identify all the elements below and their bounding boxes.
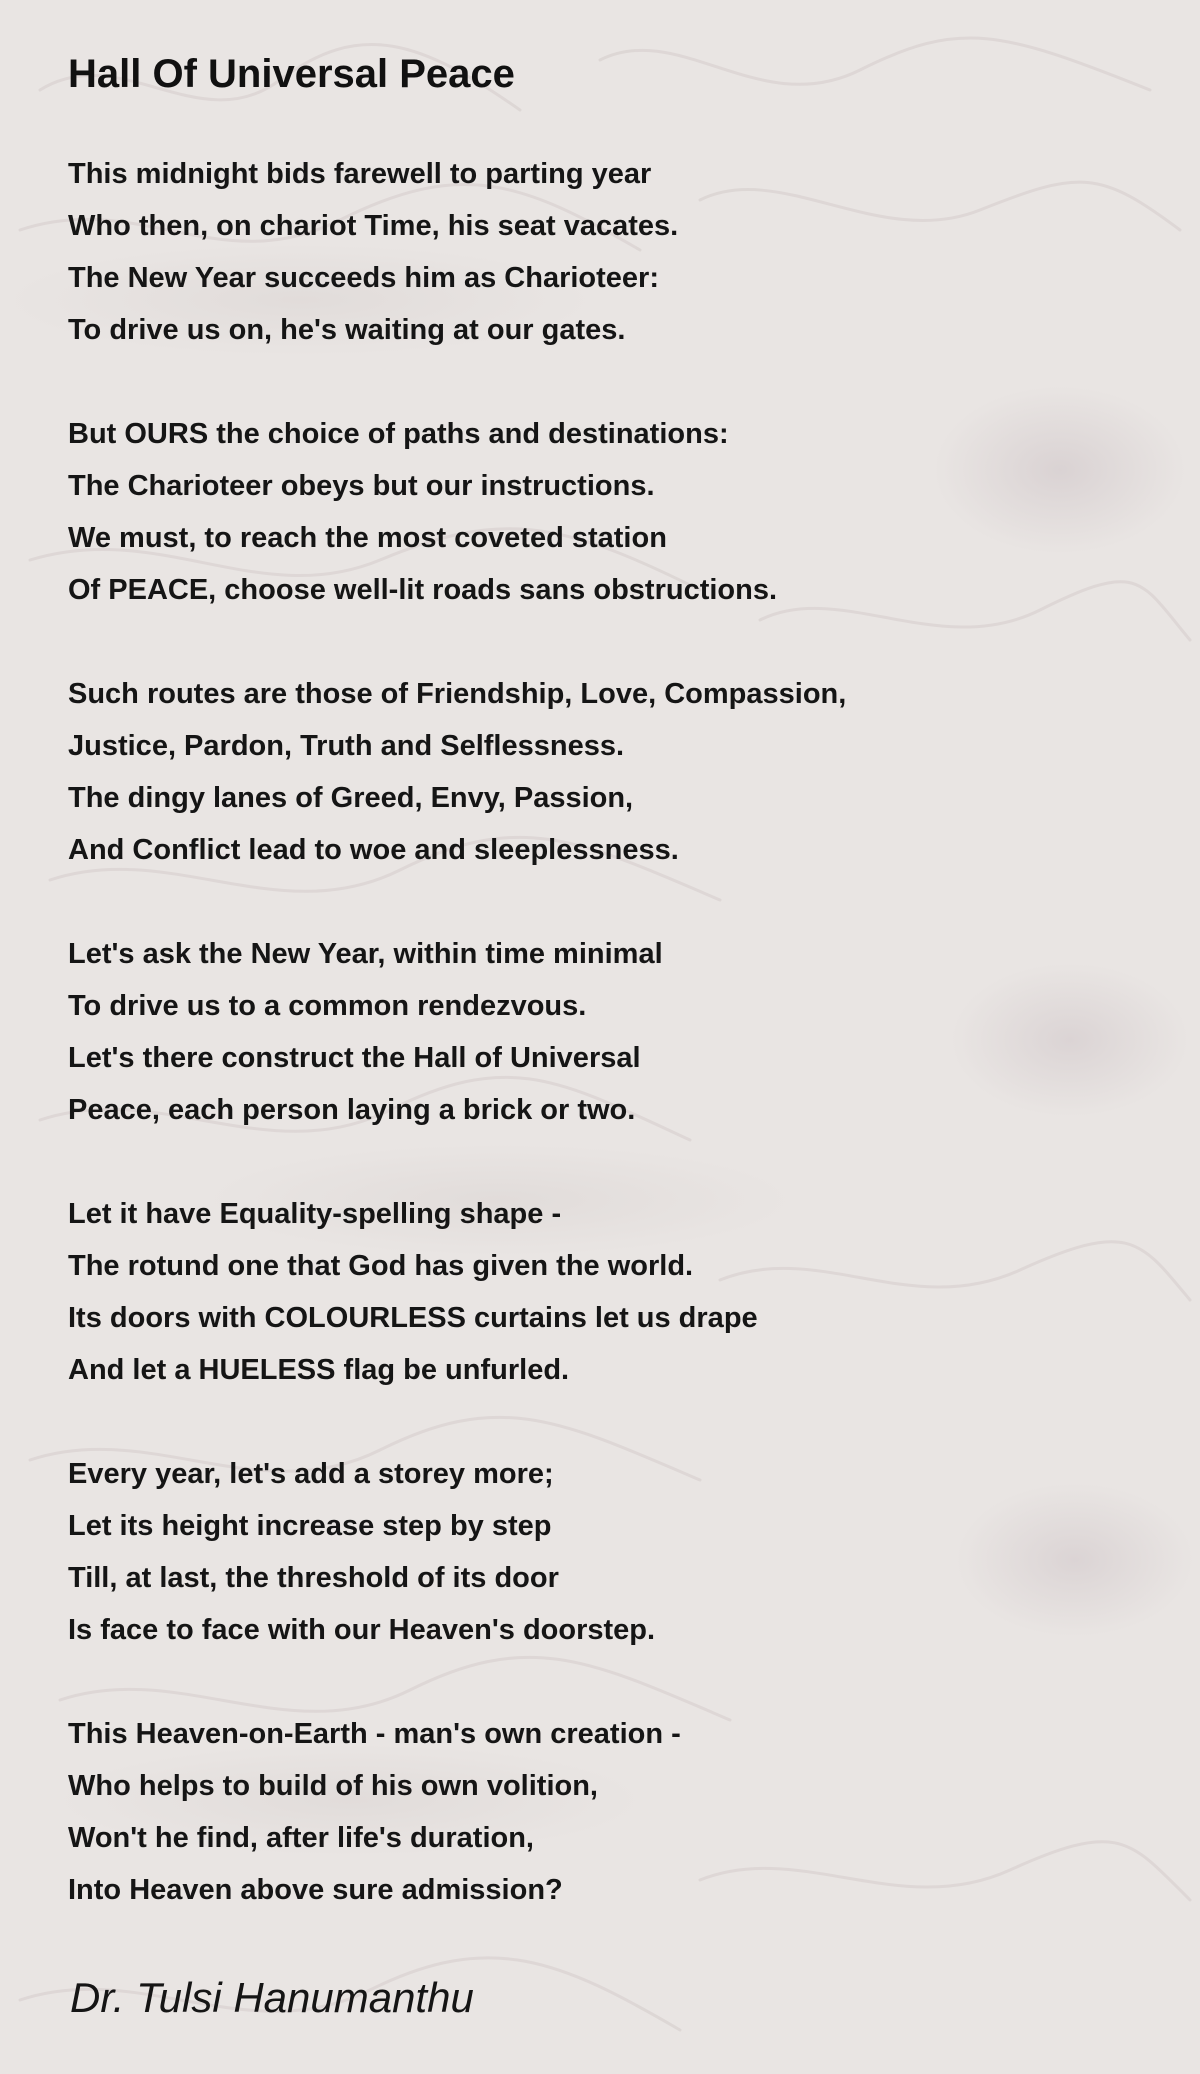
poem-line: Won't he find, after life's duration, [68, 1822, 534, 1854]
poem-title: Hall Of Universal Peace [68, 52, 515, 96]
poem-line: Peace, each person laying a brick or two. [68, 1094, 636, 1126]
poem-line: The dingy lanes of Greed, Envy, Passion, [68, 782, 634, 814]
poem-line: Is face to face with our Heaven's doorstep. [68, 1614, 656, 1646]
poem-line: Till, at last, the threshold of its door [68, 1562, 559, 1594]
poem-line: Let its height increase step by step [68, 1510, 552, 1542]
poem-body [68, 148, 1128, 1916]
poem-line: The rotund one that God has given the world. [68, 1250, 694, 1282]
poem-line: Such routes are those of Friendship, Love, Compassion, [68, 678, 847, 710]
poem-author: Dr. Tulsi Hanumanthu [70, 1974, 474, 2021]
stanza-1 [68, 148, 1128, 356]
poem-line: And Conflict lead to woe and sleeplessness. [68, 834, 679, 866]
poem-line: We must, to reach the most coveted station [68, 522, 667, 554]
poem-line: Every year, let's add a storey more; [68, 1458, 554, 1490]
poem-line: Its doors with COLOURLESS curtains let us drape [68, 1302, 758, 1334]
stanza-4 [68, 928, 1128, 1136]
stanza-6 [68, 1448, 1128, 1656]
poem-line: This midnight bids farewell to parting year [68, 158, 652, 190]
poem-line: Justice, Pardon, Truth and Selflessness. [68, 730, 625, 762]
poem-line: The Charioteer obeys but our instructions. [68, 470, 655, 502]
poem-line: To drive us on, he's waiting at our gates. [68, 314, 626, 346]
poem-line: To drive us to a common rendezvous. [68, 990, 587, 1022]
poem-line: Let's ask the New Year, within time minimal [68, 938, 663, 970]
poem-line: But OURS the choice of paths and destinations: [68, 418, 729, 450]
poem-line: Let's there construct the Hall of Universal [68, 1042, 641, 1074]
poem-line: Who helps to build of his own volition, [68, 1770, 598, 1802]
stanza-3 [68, 668, 1128, 876]
poem-line: The New Year succeeds him as Charioteer: [68, 262, 660, 294]
poem-line: Let it have Equality-spelling shape - [68, 1198, 562, 1230]
stanza-5 [68, 1188, 1128, 1396]
stanza-2 [68, 408, 1128, 616]
poem-line: Of PEACE, choose well-lit roads sans obstructions. [68, 574, 778, 606]
poem-line: Into Heaven above sure admission? [68, 1874, 563, 1906]
poem-line: This Heaven-on-Earth - man's own creation - [68, 1718, 681, 1750]
poem-line: And let a HUELESS flag be unfurled. [68, 1354, 570, 1386]
stanza-7 [68, 1708, 1128, 1916]
poem-page [68, 48, 1128, 1968]
poem-line: Who then, on chariot Time, his seat vacates. [68, 210, 679, 242]
